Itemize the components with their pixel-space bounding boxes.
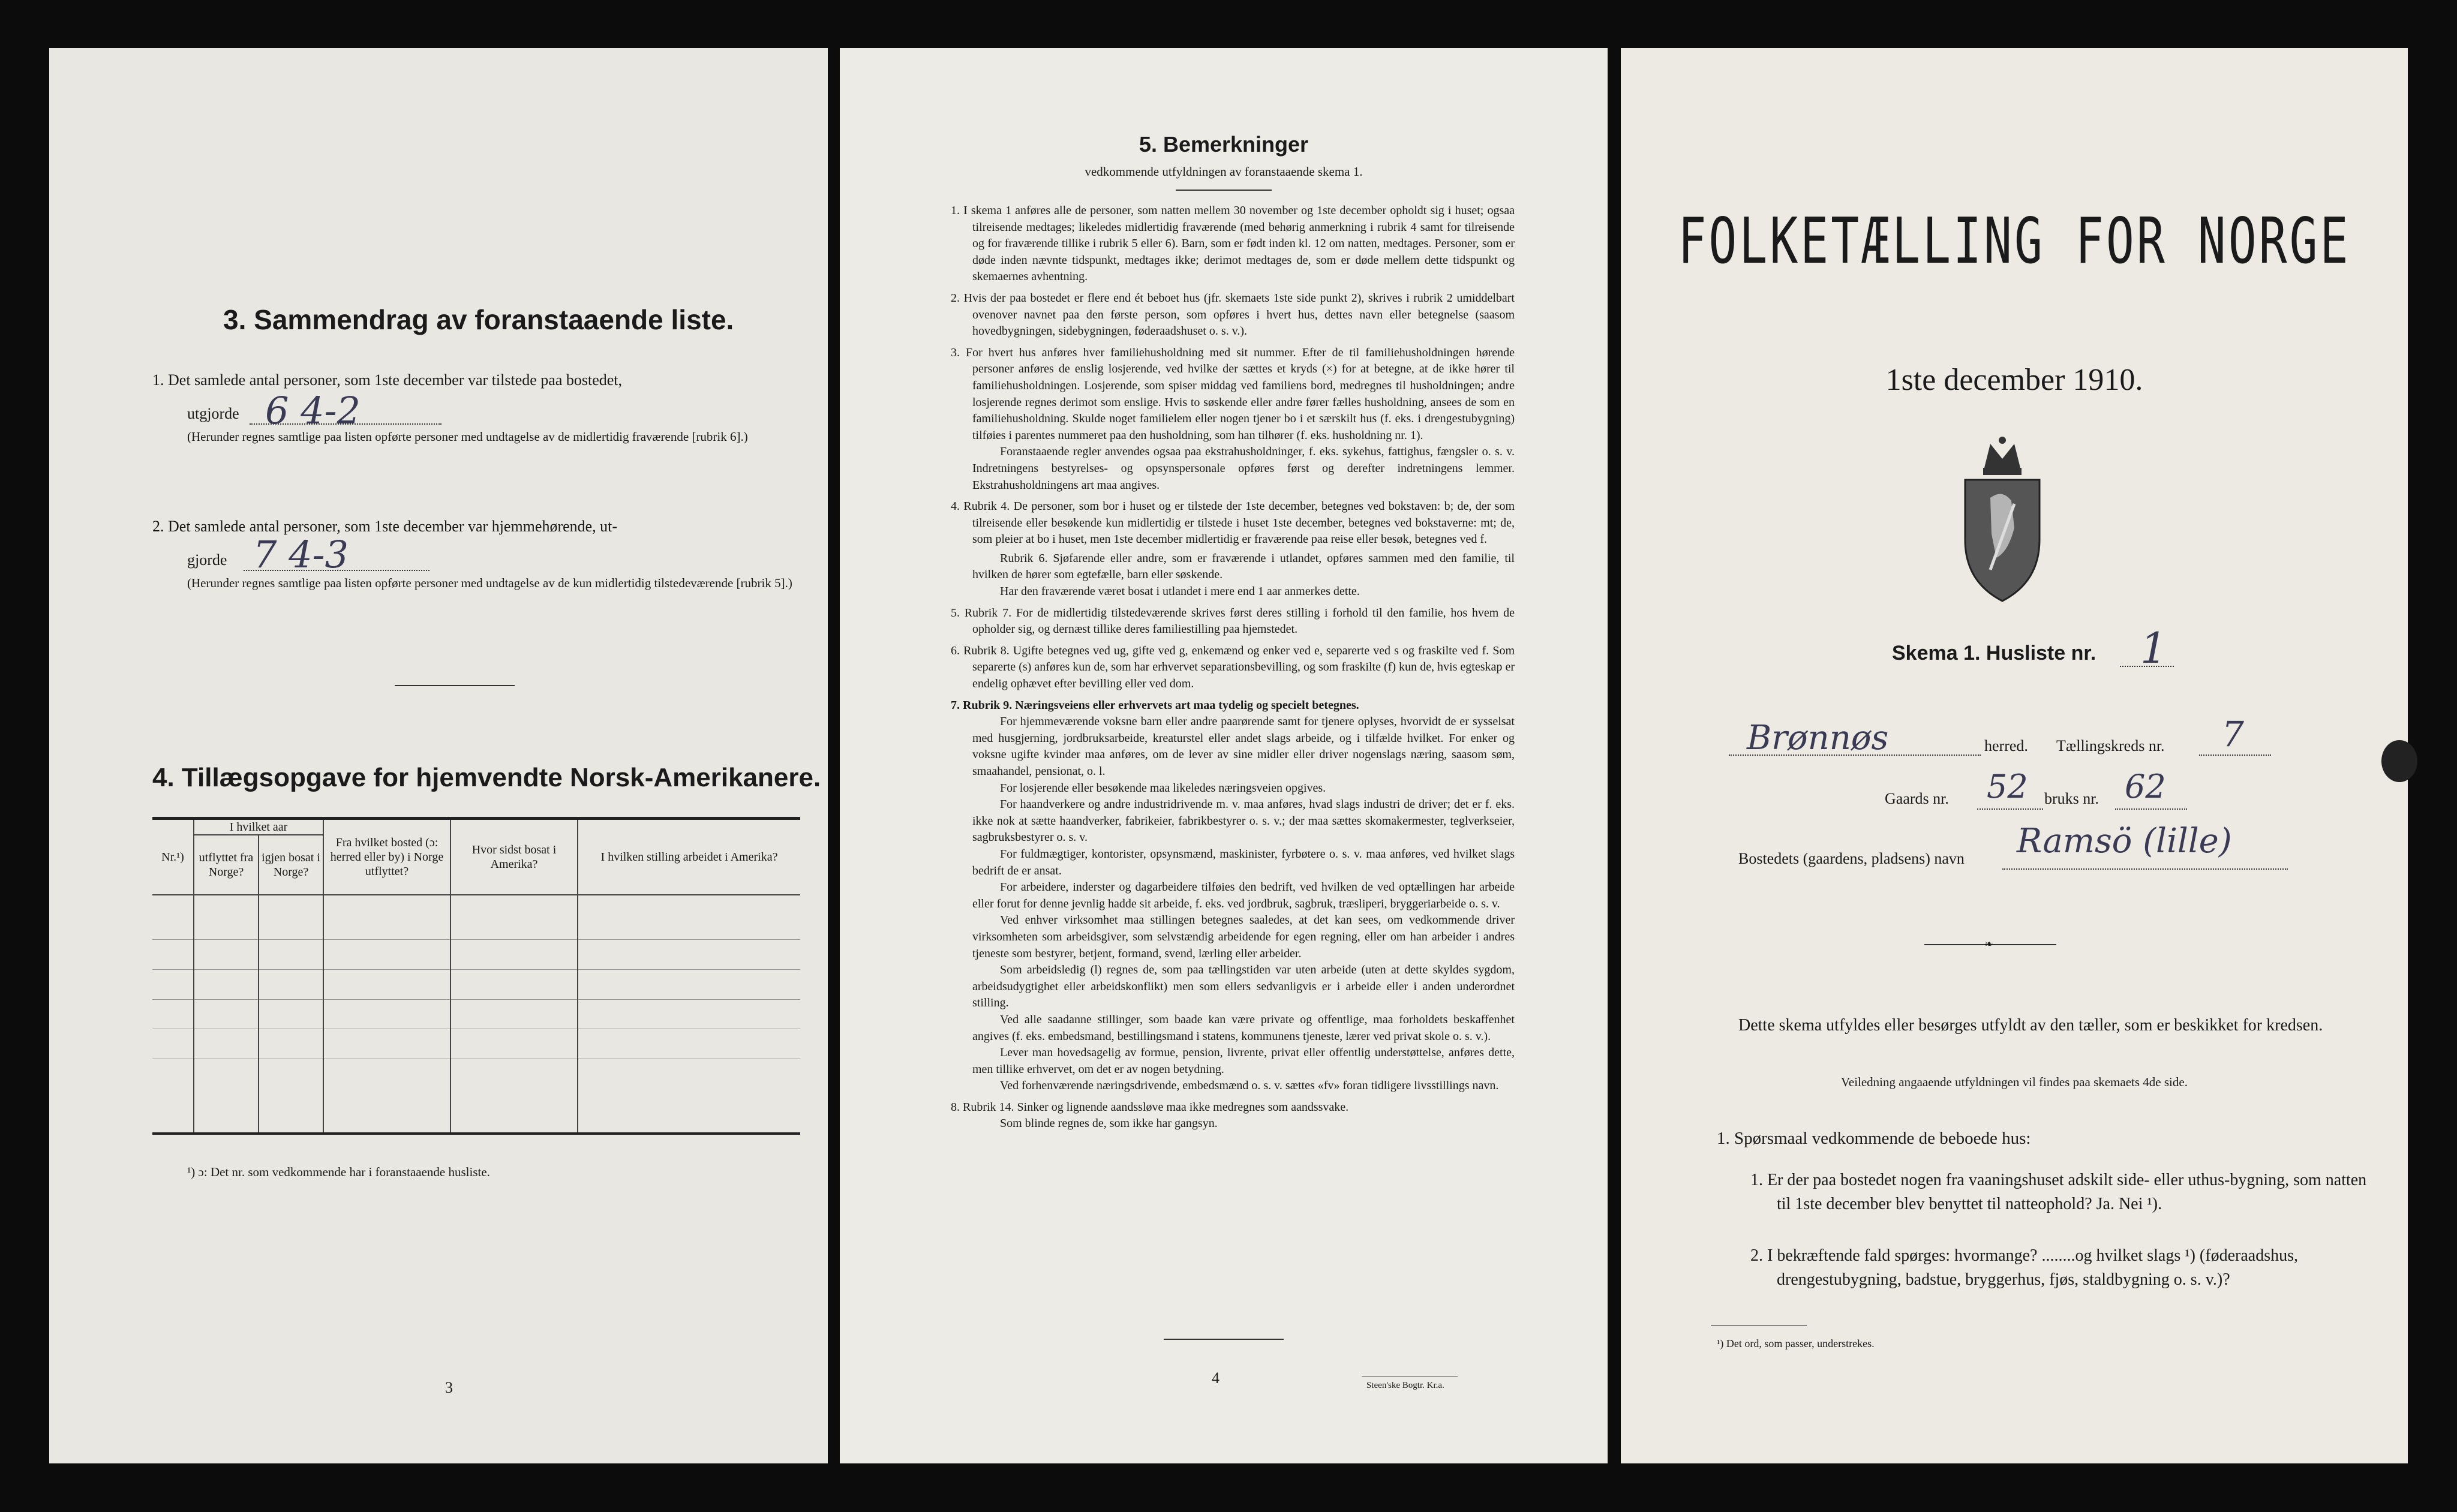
husliste-nr: 1 (2140, 624, 2167, 673)
norsk-amerikanere-table (152, 817, 800, 1135)
kreds-value: 7 (2222, 714, 2244, 755)
item2-note: (Herunder regnes samtlige paa listen opførte personer med undtagelse av de kun midlertidig tilstedeværende [rubrik 5].) (187, 576, 792, 590)
item1-value: 6 4-2 (265, 389, 361, 432)
table-row (152, 1059, 800, 1134)
skema-label: Skema 1. Husliste nr. (1892, 642, 2096, 665)
intro-text: Dette skema utfyldes eller besørges utfyldt av den tæller, som er beskikket for kredsen. (1738, 1016, 2323, 1035)
th-stilling: I hvilken stilling arbeidet i Amerika? (578, 819, 800, 895)
question-1: 1. Er der paa bostedet nogen fra vaaningshuset adskilt side- eller uthus-bygning, som natten til 1ste december blev benyttet til natteophold? Ja. Nei ¹). (1750, 1171, 2367, 1213)
remark-5: 5. Rubrik 7. For de midlertidig tilstedeværende skrives først deres stilling i forhold til den familie, hos hvem de opholder sig, og dernæst tillike deres familiestilling paa hjemstedet. (951, 606, 1515, 636)
table-row (152, 1029, 800, 1059)
gaards-line (1977, 808, 2043, 810)
question-heading: 1. Spørsmaal vedkommende de beboede hus: (1717, 1129, 2031, 1148)
remark-7f: Ved enhver virksomhet maa stillingen betegnes saaledes, at det kan sees, om vedkommende driver virksomheten som arbeidsgiver, som selvstændig arbeidende for egen regning, eller om han arbeider i andres tjeneste som bestyrer, betjent, formand, svend, lærling eller arbeider. (972, 913, 1515, 960)
cover-footnote: ¹) Det ord, som passer, understrekes. (1717, 1337, 1875, 1349)
item1-note: (Herunder regnes samtlige paa listen opførte personer med undtagelse av de midlertidig fraværende [rubrik 6].) (187, 429, 748, 444)
ornament-icon: ❧ (1984, 938, 1994, 950)
remarks-title: 5. Bemerkninger (1139, 132, 1309, 157)
remark-6: 6. Rubrik 8. Ugifte betegnes ved ug, gifte ved g, enkemænd og enker ved e, separerte ved s og fraskilte ved f. Som separerte (s) anføres kun de, som har erhvervet separationsbevilling, og som fraskilte (f) kun de, hvis egteskap er endelig ophævet efter bevilling eller ved dom. (951, 644, 1515, 691)
page-4 (840, 48, 1608, 1463)
section4-title: 4. Tillægsopgave for hjemvendte Norsk-Amerikanere. (152, 763, 821, 792)
norway-coat-of-arms-icon (1954, 432, 2050, 606)
herred-label: herred. (1984, 737, 2028, 755)
question-2: 2. I bekræftende fald spørges: hvormange? ........og hvilket slags ¹) (føderaadshus, drengestubygning, badstue, bryggerhus, fjøs, staldbygning o. s. v.)? (1750, 1246, 2298, 1289)
veiledning-text: Veiledning angaaende utfyldningen vil findes paa skemaets 4de side. (1841, 1075, 2188, 1089)
page-number-3: 3 (445, 1379, 453, 1396)
bruks-label: bruks nr. (2044, 790, 2099, 807)
main-title: FOLKETÆLLING FOR NORGE (1678, 205, 2351, 278)
remark-2: 2. Hvis der paa bostedet er flere end ét beboet hus (jfr. skemaets 1ste side punkt 2), skrives i rubrik 2 umiddelbart ovenover navnet paa den første person, som opføres i hvert hus, dettes navn eller betegnelse (saasom hovedbygningen, sidebygningen, føderaadshuset o. s. v.). (951, 291, 1515, 338)
remark-7: 7. Rubrik 9. Næringsveiens eller erhvervets art maa tydelig og specielt betegnes. (951, 698, 1359, 712)
remarks-subtitle: vedkommende utfyldningen av foranstaaende skema 1. (1085, 164, 1363, 179)
th-fra-hvilket-bosted: Fra hvilket bosted (ɔ: herred eller by) i Norge utflyttet? (323, 819, 450, 895)
remark-7i: Lever man hovedsagelig av formue, pension, livrente, privat eller offentlig understøttelse, anføres dette, men tillike erhvervet, om det er av nogen betydning. (972, 1046, 1515, 1076)
remark-7e: For arbeidere, inderster og dagarbeidere tilføies den bedrift, ved hvilken de ved optællingen har arbeide eller forut for denne jevnlig hadde sit arbeide, f. eks. ved jordbruk, sagbruk, træsliperi, bryggeriarbeide o. s. v. (972, 880, 1515, 910)
table-row (152, 969, 800, 999)
remark-7b: For losjerende eller besøkende maa likeledes næringsveien opgives. (1000, 781, 1326, 795)
printer-imprint: Steen'ske Bogtr. Kr.a. (1366, 1381, 1444, 1390)
th-i-hvilket-aar: I hvilket aar (194, 819, 323, 835)
remark-1: 1. I skema 1 anføres alle de personer, som natten mellem 30 november og 1ste december opholdt sig i huset; ogsaa tilreisende medtages; likeledes midlertidig fraværende (med behørig anmerkning i rubrik 4 samt for tilreisende og for fraværende tillike i rubrik 5 eller 6). Barn, som er født inden kl. 12 om natten, medtages. Personer, som er døde inden nævnte tidspunkt, medtages ikke; derimot medtages de, som er døde mellem dette tidspunkt og skemaernes avhentning. (951, 204, 1515, 284)
divider (395, 685, 515, 686)
th-hvor-sidst-bosat: Hvor sidst bosat i Amerika? (450, 819, 578, 895)
table-row (152, 940, 800, 970)
kreds-line (2199, 755, 2271, 756)
remark-7g: Som arbeidsledig (l) regnes de, som paa tællingstiden var uten arbeide (uten at dette skyldes sygdom, arbeidsudygtighet eller arbeidskonflikt) men som ellers sedvanligvis er i arbeide eller i anden underordnet stilling. (972, 963, 1515, 1010)
item1-lead: utgjorde (187, 405, 239, 422)
remark-4: 4. Rubrik 4. De personer, som bor i huset og er tilstede der 1ste december, betegnes ved bokstaven: b; de, der som tilreisende eller besøkende kun midlertidig er tilstede i huset 1ste december, betegnes ved bokstaverne: mt; de, som pleier at bo i huset, men 1ste december midlertidig er fraværende paa reise eller besøk, betegnes ved f. (951, 500, 1515, 546)
remark-7a: For hjemmeværende voksne barn eller andre paarørende samt for tjenere oplyses, hvorvidt de er sysselsat med husgjerning, jordbruksarbeide, kreaturstel eller andet slags arbeide, og i tilfælde hvilket. For enker og voksne ugifte kvinder maa anføres, om de lever av sine midler eller driver nogenslags næring, saasom søm, smaahandel, pensionat, o. l. (972, 715, 1515, 778)
binding-hole (2381, 740, 2417, 782)
gaards-value: 52 (1987, 768, 2028, 805)
remark-8b: Som blinde regnes de, som ikke har gangsyn. (1000, 1117, 1218, 1131)
page-3 (49, 48, 828, 1463)
th-utflyttet: utflyttet fra Norge? (194, 835, 259, 895)
item2-lead: gjorde (187, 551, 227, 569)
divider (1176, 190, 1272, 191)
kreds-label: Tællingskreds nr. (2056, 737, 2165, 755)
bosted-value: Ramsö (lille) (2017, 822, 2232, 861)
census-date: 1ste december 1910. (1885, 363, 2143, 397)
remark-3b: Foranstaaende regler anvendes ogsaa paa ekstrahusholdninger, f. eks. sykehus, fattighus, fængsler o. s. v. Indretningens bestyrelses- og opsynspersonale opføres først og derefter indretningens lemmer. Ekstrahusholdningens art maa angives. (972, 445, 1515, 492)
remark-7d: For fuldmægtiger, kontorister, opsynsmænd, maskinister, fyrbøtere o. s. v. maa anføres, ved hvilket slags bedrift de er ansat. (972, 847, 1515, 877)
bruks-value: 62 (2125, 768, 2166, 805)
bruks-line (2115, 808, 2187, 810)
bosted-label: Bostedets (gaardens, pladsens) navn (1738, 850, 1965, 867)
section3-title: 3. Sammendrag av foranstaaende liste. (223, 304, 734, 335)
remark-4b: Rubrik 6. Sjøfarende eller andre, som er fraværende i utlandet, opføres sammen med den familie, til hvilken de hører som egtefælle, barn eller søskende. (972, 551, 1515, 582)
divider (1164, 1339, 1284, 1340)
page-1-cover (1621, 48, 2408, 1463)
herred-value: Brønnøs (1747, 719, 1889, 757)
divider (1711, 1325, 1807, 1326)
remark-7h: Ved alle saadanne stillinger, som baade kan være private og offentlige, maa forholdets beskaffenhet angives (f. eks. embedsmand, bestillingsmand i statens, kommunens tjeneste, lærer ved privat skole o. s. v.). (972, 1012, 1515, 1043)
remarks-body (951, 203, 1515, 1132)
remark-3: 3. For hvert hus anføres hver familiehusholdning med sit nummer. Efter de til familiehusholdningen hørende personer anføres de enslig losjerende, ved hvilke der sættes et kryds (×) for at betegne, at de ikke hører til familiehusholdningen. Losjerende, som spiser middag ved familiens bord, medregnes til husholdningen; andre losjerende regnes derimot som enslige. Hvis to søskende eller andre fører fælles husholdning, ansees de som en familiehusholdning. Skulde noget familielem eller nogen tjener bo i et særskilt hus (f. eks. i drengestubygning) tilføies i parentes nummeret paa den husholdning, som han tilhører (f. eks. husholdning nr. 1). (951, 345, 1515, 442)
remark-7c: For haandverkere og andre industridrivende m. v. maa anføres, hvad slags industri de driver; det er f. eks. ikke nok at sætte haandverker, fabrikeier, fabrikbestyrer o. s. v.; der maa sættes skomakermester, teglverkseier, sagbruksbestyrer o. s. v. (972, 798, 1515, 844)
remark-7j: Ved forhenværende næringsdrivende, embedsmænd o. s. v. sættes «fv» foran tidligere livsstillings navn. (1000, 1079, 1499, 1093)
table-footnote: ¹) ɔ: Det nr. som vedkommende har i foranstaaende husliste. (187, 1165, 490, 1179)
th-nr: Nr.¹) (152, 819, 194, 895)
table-row (152, 895, 800, 940)
item1-text: 1. Det samlede antal personer, som 1ste december var tilstede paa bostedet, (152, 371, 623, 389)
table-row (152, 999, 800, 1029)
item2-value: 7 4-3 (253, 533, 349, 576)
remark-8: 8. Rubrik 14. Sinker og lignende aandssløve maa ikke medregnes som aandssvake. (951, 1100, 1349, 1114)
bosted-line (2002, 868, 2288, 870)
item2-text: 2. Det samlede antal personer, som 1ste december var hjemmehørende, ut- (152, 518, 618, 535)
th-igjen-bosat: igjen bosat i Norge? (259, 835, 323, 895)
remark-4c: Har den fraværende været bosat i utlandet i mere end 1 aar anmerkes dette. (1000, 585, 1360, 599)
gaards-label: Gaards nr. (1885, 790, 1949, 807)
page-number-4: 4 (1212, 1369, 1220, 1387)
